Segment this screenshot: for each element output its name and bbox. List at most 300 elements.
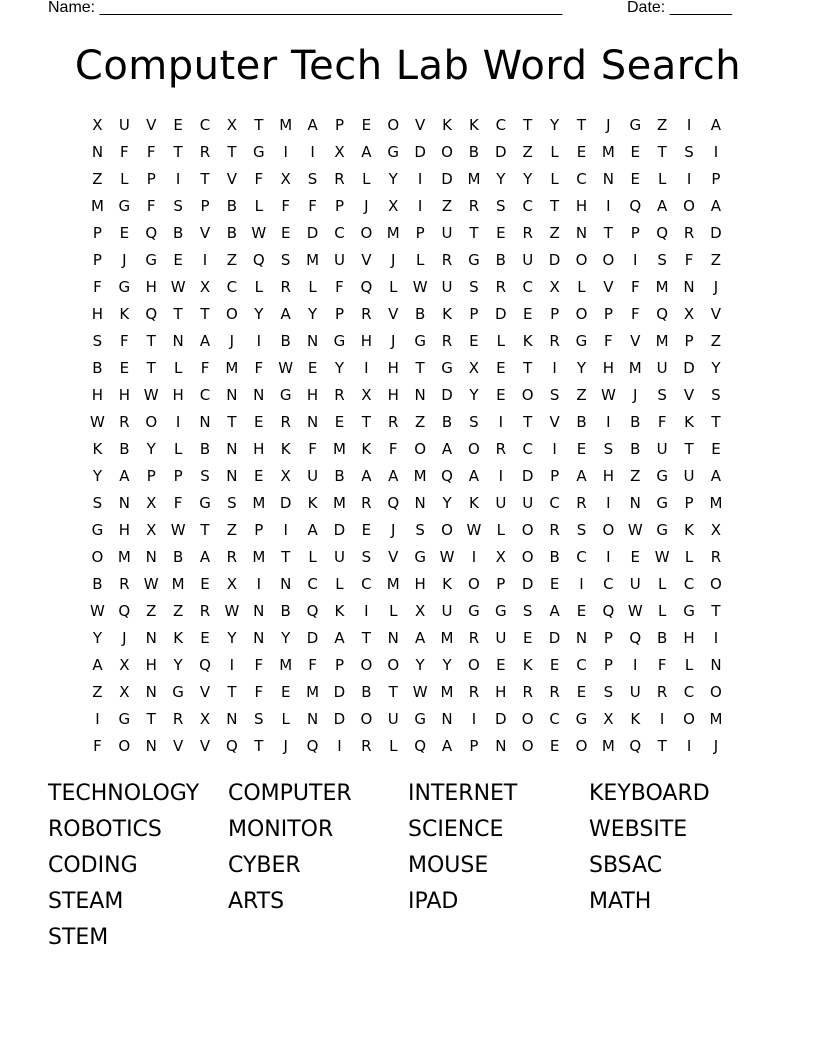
- grid-letter: P: [603, 656, 613, 674]
- grid-letter: C: [549, 710, 560, 728]
- grid-letter: I: [310, 143, 315, 161]
- grid-letter: Y: [92, 467, 103, 485]
- grid-letter: S: [92, 332, 103, 350]
- grid-letter: T: [361, 413, 371, 431]
- grid-letter: I: [256, 575, 261, 593]
- grid-letter: P: [469, 305, 479, 323]
- grid-letter: M: [332, 440, 346, 458]
- grid-letter: Y: [523, 170, 533, 188]
- grid-letter: A: [441, 737, 453, 755]
- grid-letter: R: [522, 224, 533, 242]
- grid-letter: V: [388, 548, 399, 566]
- grid-letter: P: [496, 575, 506, 593]
- grid-letter: O: [360, 224, 373, 242]
- grid-letter: T: [254, 737, 264, 755]
- grid-letter: Y: [92, 629, 103, 647]
- grid-letter: K: [630, 710, 641, 728]
- grid-letter: X: [603, 710, 614, 728]
- grid-letter: C: [361, 575, 372, 593]
- grid-letter: Z: [146, 602, 157, 620]
- grid-letter: A: [576, 467, 587, 485]
- grid-letter: R: [522, 683, 533, 701]
- grid-letter: U: [441, 278, 453, 296]
- word-list-item: MATH: [589, 889, 652, 914]
- grid-letter: Z: [441, 197, 453, 215]
- grid-letter: C: [522, 197, 533, 215]
- grid-letter: I: [337, 737, 342, 755]
- grid-letter: J: [229, 332, 235, 350]
- grid-letter: Q: [656, 224, 669, 242]
- grid-letter: Q: [252, 251, 265, 269]
- grid-letter: T: [227, 413, 237, 431]
- grid-letter: X: [146, 494, 157, 512]
- grid-letter: O: [521, 710, 534, 728]
- grid-letter: H: [91, 305, 104, 323]
- grid-letter: J: [633, 386, 638, 404]
- grid-letter: O: [575, 305, 588, 323]
- grid-letter: H: [306, 386, 319, 404]
- grid-letter: B: [549, 548, 560, 566]
- grid-letter: Q: [118, 602, 131, 620]
- grid-letter: H: [602, 467, 614, 485]
- grid-letter: O: [145, 413, 158, 431]
- grid-letter: X: [119, 656, 130, 674]
- grid-letter: I: [713, 629, 719, 647]
- grid-letter: G: [656, 521, 668, 539]
- grid-letter: T: [523, 359, 533, 377]
- letter-grid: [84, 112, 729, 760]
- grid-letter: F: [657, 656, 667, 674]
- grid-letter: C: [307, 575, 318, 593]
- grid-letter: Q: [145, 224, 158, 242]
- grid-letter: U: [387, 710, 399, 728]
- grid-letter: M: [306, 683, 320, 701]
- grid-letter: T: [523, 116, 533, 134]
- grid-letter: N: [306, 332, 319, 350]
- grid-letter: M: [279, 116, 293, 134]
- grid-letter: L: [496, 521, 505, 539]
- grid-letter: B: [630, 413, 641, 431]
- grid-letter: P: [603, 305, 613, 323]
- grid-letter: I: [633, 656, 638, 674]
- grid-letter: P: [146, 467, 156, 485]
- grid-letter: G: [387, 143, 400, 161]
- word-list-item: SBSAC: [589, 853, 663, 878]
- grid-letter: F: [200, 359, 210, 377]
- grid-letter: D: [521, 575, 534, 593]
- grid-letter: Y: [254, 305, 264, 323]
- grid-letter: B: [92, 359, 103, 377]
- grid-letter: P: [334, 305, 344, 323]
- grid-letter: U: [495, 629, 507, 647]
- grid-letter: K: [280, 440, 291, 458]
- grid-letter: W: [412, 683, 428, 701]
- grid-letter: F: [630, 305, 640, 323]
- grid-letter: E: [280, 683, 291, 701]
- grid-letter: L: [335, 575, 344, 593]
- grid-letter: U: [307, 467, 319, 485]
- grid-letter: B: [226, 197, 238, 215]
- grid-letter: T: [146, 332, 156, 350]
- grid-letter: I: [579, 575, 584, 593]
- grid-letter: C: [199, 386, 211, 404]
- grid-letter: U: [118, 116, 130, 134]
- grid-letter: H: [145, 656, 157, 674]
- grid-letter: F: [308, 440, 317, 458]
- grid-letter: W: [143, 386, 159, 404]
- grid-letter: N: [172, 332, 184, 350]
- grid-letter: I: [686, 116, 692, 134]
- grid-letter: T: [550, 197, 560, 215]
- grid-letter: T: [227, 143, 237, 161]
- grid-letter: Z: [630, 467, 641, 485]
- grid-letter: I: [175, 413, 181, 431]
- grid-letter: S: [711, 386, 721, 404]
- grid-letter: S: [657, 251, 667, 269]
- grid-letter: S: [361, 548, 372, 566]
- grid-letter: B: [361, 683, 372, 701]
- grid-letter: E: [334, 413, 345, 431]
- grid-letter: Y: [442, 656, 452, 674]
- grid-letter: I: [471, 548, 477, 566]
- grid-letter: O: [602, 251, 615, 269]
- grid-letter: H: [495, 683, 507, 701]
- grid-letter: T: [173, 305, 183, 323]
- grid-letter: G: [414, 332, 426, 350]
- grid-letter: W: [90, 602, 105, 620]
- grid-letter: P: [334, 197, 344, 215]
- grid-letter: C: [199, 116, 211, 134]
- grid-letter: S: [603, 440, 614, 458]
- grid-letter: A: [468, 467, 480, 485]
- grid-letter: D: [333, 710, 346, 728]
- grid-letter: F: [308, 197, 317, 215]
- grid-letter: K: [442, 116, 452, 134]
- grid-letter: Z: [710, 251, 722, 269]
- grid-letter: M: [709, 494, 723, 512]
- grid-letter: K: [522, 332, 533, 350]
- grid-letter: L: [173, 440, 183, 458]
- grid-letter: L: [657, 170, 667, 188]
- grid-letter: N: [145, 629, 157, 647]
- grid-letter: Y: [469, 386, 479, 404]
- grid-letter: T: [146, 710, 156, 728]
- grid-letter: G: [252, 143, 265, 161]
- grid-letter: C: [226, 278, 238, 296]
- grid-letter: R: [361, 494, 372, 512]
- grid-letter: B: [334, 467, 345, 485]
- grid-letter: H: [683, 629, 695, 647]
- grid-letter: G: [468, 602, 480, 620]
- grid-letter: N: [253, 602, 265, 620]
- grid-letter: W: [600, 386, 616, 404]
- grid-letter: L: [308, 278, 317, 296]
- grid-letter: H: [387, 359, 399, 377]
- grid-letter: R: [468, 197, 480, 215]
- grid-letter: X: [361, 386, 372, 404]
- grid-letter: O: [360, 710, 373, 728]
- grid-letter: F: [146, 143, 156, 161]
- grid-letter: D: [306, 224, 319, 242]
- grid-letter: I: [283, 521, 288, 539]
- grid-letter: D: [441, 170, 453, 188]
- grid-letter: D: [495, 143, 507, 161]
- grid-letter: Q: [629, 197, 642, 215]
- grid-letter: W: [143, 575, 159, 593]
- grid-letter: J: [713, 737, 719, 755]
- grid-letter: E: [254, 467, 264, 485]
- grid-letter: G: [575, 332, 588, 350]
- grid-letter: M: [601, 737, 615, 755]
- grid-letter: U: [495, 494, 507, 512]
- grid-letter: O: [575, 737, 588, 755]
- grid-letter: R: [495, 440, 507, 458]
- grid-letter: T: [415, 359, 425, 377]
- grid-letter: M: [225, 359, 239, 377]
- grid-letter: F: [146, 197, 156, 215]
- grid-letter: A: [441, 440, 453, 458]
- grid-letter: F: [388, 440, 398, 458]
- grid-letter: I: [364, 359, 369, 377]
- grid-letter: D: [548, 251, 561, 269]
- word-list-item: CODING: [48, 853, 138, 878]
- grid-letter: W: [170, 278, 186, 296]
- grid-letter: T: [200, 305, 210, 323]
- grid-letter: I: [606, 413, 611, 431]
- grid-letter: D: [521, 467, 534, 485]
- grid-letter: Q: [629, 629, 642, 647]
- grid-letter: Z: [92, 170, 103, 188]
- grid-letter: F: [93, 278, 102, 296]
- grid-letter: R: [226, 548, 238, 566]
- grid-letter: P: [630, 224, 640, 242]
- grid-letter: E: [576, 143, 587, 161]
- grid-letter: L: [496, 332, 505, 350]
- grid-letter: V: [388, 305, 399, 323]
- grid-letter: H: [360, 332, 372, 350]
- grid-letter: N: [91, 143, 104, 161]
- word-list-item: STEAM: [48, 889, 124, 914]
- grid-letter: R: [199, 602, 211, 620]
- grid-letter: E: [630, 170, 640, 188]
- grid-letter: F: [335, 278, 344, 296]
- grid-letter: E: [549, 737, 560, 755]
- grid-letter: R: [334, 170, 345, 188]
- grid-letter: V: [226, 170, 238, 188]
- grid-letter: E: [173, 116, 183, 134]
- grid-letter: I: [175, 170, 181, 188]
- grid-letter: L: [550, 170, 559, 188]
- word-list-item: SCIENCE: [408, 817, 504, 842]
- grid-letter: E: [200, 575, 210, 593]
- grid-letter: S: [280, 251, 291, 269]
- grid-letter: Z: [522, 143, 533, 161]
- grid-letter: N: [441, 710, 453, 728]
- grid-letter: Q: [387, 494, 400, 512]
- grid-letter: C: [522, 278, 533, 296]
- grid-letter: M: [171, 575, 185, 593]
- grid-letter: Q: [629, 737, 642, 755]
- grid-letter: V: [361, 251, 372, 269]
- grid-letter: S: [496, 197, 506, 215]
- grid-letter: N: [710, 656, 722, 674]
- grid-letter: K: [468, 494, 479, 512]
- grid-letter: C: [495, 116, 507, 134]
- grid-letter: B: [172, 224, 184, 242]
- grid-letter: N: [414, 386, 426, 404]
- grid-letter: F: [120, 143, 129, 161]
- grid-letter: H: [575, 197, 588, 215]
- grid-letter: E: [630, 143, 640, 161]
- grid-letter: E: [549, 575, 560, 593]
- grid-letter: Z: [576, 386, 587, 404]
- grid-letter: A: [549, 602, 560, 620]
- grid-letter: B: [468, 143, 480, 161]
- grid-letter: L: [254, 278, 263, 296]
- grid-letter: I: [552, 440, 557, 458]
- grid-letter: D: [683, 359, 695, 377]
- grid-letter: H: [91, 386, 104, 404]
- grid-letter: E: [173, 251, 183, 269]
- grid-letter: M: [306, 251, 320, 269]
- grid-letter: Y: [146, 440, 156, 458]
- grid-letter: L: [173, 359, 183, 377]
- grid-letter: R: [361, 737, 372, 755]
- grid-letter: O: [710, 683, 722, 701]
- grid-letter: I: [552, 359, 557, 377]
- grid-letter: C: [683, 683, 695, 701]
- grid-letter: A: [657, 197, 668, 215]
- grid-letter: A: [334, 629, 345, 647]
- grid-letter: L: [281, 710, 290, 728]
- grid-letter: M: [601, 143, 615, 161]
- grid-letter: B: [199, 440, 211, 458]
- grid-letter: M: [252, 494, 266, 512]
- grid-letter: W: [170, 521, 186, 539]
- grid-letter: G: [172, 683, 184, 701]
- grid-letter: R: [199, 143, 211, 161]
- grid-letter: W: [627, 602, 643, 620]
- grid-letter: C: [576, 548, 587, 566]
- grid-letter: G: [468, 251, 480, 269]
- word-list-item: ARTS: [228, 889, 285, 914]
- grid-letter: R: [441, 251, 453, 269]
- grid-letter: O: [602, 521, 615, 539]
- grid-letter: A: [92, 656, 103, 674]
- grid-letter: P: [684, 494, 694, 512]
- grid-letter: U: [629, 575, 641, 593]
- grid-letter: M: [440, 629, 454, 647]
- grid-letter: T: [200, 521, 210, 539]
- grid-letter: R: [549, 332, 560, 350]
- grid-letter: Z: [226, 251, 238, 269]
- grid-letter: P: [603, 629, 613, 647]
- grid-letter: R: [710, 548, 722, 566]
- grid-letter: G: [118, 710, 131, 728]
- grid-letter: Q: [602, 602, 615, 620]
- grid-letter: J: [606, 116, 611, 134]
- grid-letter: I: [606, 494, 611, 512]
- grid-letter: Y: [388, 170, 398, 188]
- grid-letter: Q: [199, 656, 211, 674]
- grid-letter: G: [414, 548, 426, 566]
- grid-letter: N: [387, 629, 399, 647]
- grid-letter: B: [576, 413, 587, 431]
- grid-letter: S: [469, 278, 479, 296]
- grid-letter: H: [602, 359, 614, 377]
- grid-letter: X: [146, 521, 157, 539]
- grid-letter: X: [199, 710, 211, 728]
- grid-letter: N: [226, 467, 238, 485]
- grid-letter: M: [628, 359, 642, 377]
- grid-letter: O: [118, 737, 131, 755]
- word-list-item: IPAD: [408, 889, 459, 914]
- grid-letter: R: [549, 521, 560, 539]
- grid-letter: G: [199, 494, 211, 512]
- grid-letter: J: [713, 278, 719, 296]
- grid-letter: W: [627, 521, 643, 539]
- grid-letter: Q: [414, 737, 427, 755]
- grid-letter: G: [118, 278, 131, 296]
- grid-letter: A: [307, 521, 318, 539]
- grid-letter: V: [146, 116, 157, 134]
- grid-letter: W: [251, 224, 267, 242]
- grid-letter: E: [496, 656, 506, 674]
- grid-letter: C: [522, 440, 533, 458]
- grid-letter: A: [388, 467, 399, 485]
- grid-letter: E: [496, 224, 506, 242]
- grid-letter: Z: [92, 683, 103, 701]
- grid-letter: M: [440, 683, 454, 701]
- grid-letter: B: [226, 224, 238, 242]
- grid-letter: T: [684, 440, 694, 458]
- grid-letter: E: [711, 440, 721, 458]
- grid-letter: E: [496, 359, 506, 377]
- grid-letter: L: [684, 656, 694, 674]
- grid-letter: I: [283, 143, 288, 161]
- grid-letter: M: [709, 710, 723, 728]
- grid-letter: G: [656, 467, 668, 485]
- grid-letter: F: [308, 656, 317, 674]
- grid-letter: I: [686, 737, 692, 755]
- grid-letter: X: [280, 170, 291, 188]
- grid-letter: L: [657, 602, 667, 620]
- grid-letter: Z: [657, 116, 668, 134]
- grid-letter: Q: [441, 467, 453, 485]
- grid-letter: V: [710, 305, 722, 323]
- grid-letter: O: [360, 656, 373, 674]
- grid-letter: A: [199, 548, 211, 566]
- grid-letter: R: [468, 683, 480, 701]
- grid-letter: Y: [711, 359, 721, 377]
- grid-letter: U: [629, 683, 641, 701]
- grid-letter: G: [414, 710, 426, 728]
- grid-letter: S: [657, 386, 667, 404]
- grid-letter: Z: [710, 332, 722, 350]
- grid-letter: N: [145, 683, 157, 701]
- grid-letter: S: [603, 683, 614, 701]
- grid-letter: H: [145, 278, 157, 296]
- grid-letter: R: [549, 683, 560, 701]
- grid-letter: L: [415, 251, 425, 269]
- grid-letter: I: [364, 602, 369, 620]
- grid-letter: P: [92, 251, 102, 269]
- grid-letter: Y: [334, 359, 345, 377]
- grid-letter: F: [93, 737, 102, 755]
- grid-letter: S: [576, 521, 587, 539]
- grid-letter: O: [441, 521, 453, 539]
- grid-letter: A: [280, 305, 291, 323]
